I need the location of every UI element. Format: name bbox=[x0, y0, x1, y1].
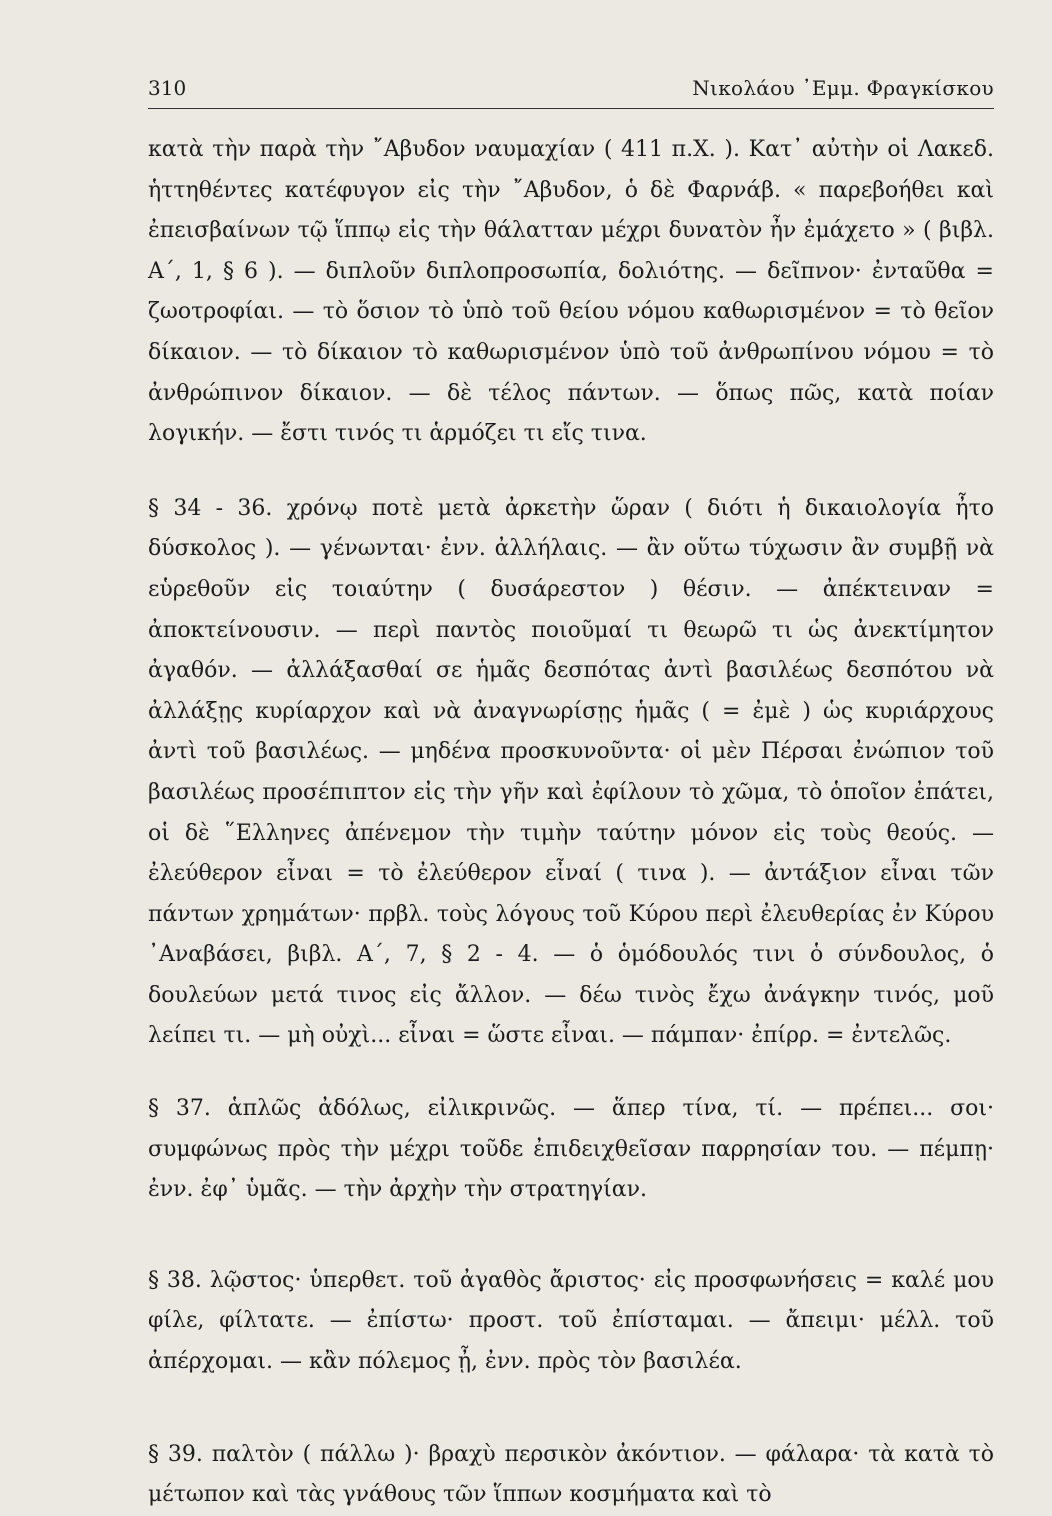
page-header bbox=[148, 72, 994, 106]
running-title: Νικολάου ᾿Εμμ. Φραγκίσκου bbox=[692, 76, 994, 100]
header-rule bbox=[148, 108, 994, 109]
paragraph-continuation: κατὰ τὴν παρὰ τὴν ῎Αβυδον ναυμαχίαν ( 411 π.Χ. ). Κατ᾿ αὐτὴν οἱ Λακεδ. ἡττηθέντες κατέφυγον εἰς τὴν ῎Αβυδον, ὁ δὲ Φαρνάβ. « παρεβοήθει καὶ ἐπεισβαίνων τῷ ἵππῳ εἰς τὴν θάλατταν μέχρι δυνατὸν ἦν ἐμάχετο » ( βιβλ. Α΄, 1, § 6 ). — διπλοῦν διπλοπροσωπία, δολιότης. — δεῖπνον· ἐνταῦθα = ζωοτροφίαι. — τὸ ὅσιον τὸ ὑπὸ τοῦ θείου νόμου καθωρισμένον = τὸ θεῖον δίκαιον. — τὸ δίκαιον τὸ καθωρισμένον ὑπὸ τοῦ ἀνθρωπίνου νόμου = τὸ ἀνθρώπινον δίκαιον. — δὲ τέλος πάντων. — ὅπως πῶς, κατὰ ποίαν λογικήν. — ἔστι τινός τι ἁρμόζει τι εἴς τινα. bbox=[148, 137, 1001, 447]
paragraph-section-37: § 37. ἁπλῶς ἀδόλως, εἰλικρινῶς. — ἅπερ τίνα, τί. — πρέπει... σοι· συμφώνως πρὸς τὴν μέχρι τοῦδε ἐπιδειχθεῖσαν παρρησίαν του. — πέμπῃ· ἐνν. ἐφ᾿ ὑμᾶς. — τὴν ἀρχὴν τὴν στρατηγίαν. bbox=[148, 1096, 1001, 1203]
commentary-body bbox=[148, 130, 1001, 1516]
paragraph-section-38: § 38. λῷστος· ὑπερθετ. τοῦ ἀγαθὸς ἄριστος· εἰς προσφωνήσεις = καλέ μου φίλε, φίλτατε. — ἐπίστω· προστ. τοῦ ἐπίσταμαι. — ἄπειμι· μέλλ. τοῦ ἀπέρχομαι. — κἂν πόλεμος ᾖ, ἐνν. πρὸς τὸν βασιλέα. bbox=[148, 1267, 1001, 1375]
paragraph-section-34-36: § 34 - 36. χρόνῳ ποτὲ μετὰ ἀρκετὴν ὥραν ( διότι ἡ δικαιολογία ἦτο δύσκολος ). — γένωνται· ἐνν. ἀλλήλαις. — ἂν οὕτω τύχωσιν ἂν συμβῇ νὰ εὑρεθοῦν εἰς τοιαύτην ( δυσάρεστον ) θέσιν. — ἀπέκτειναν = ἀποκτείνουσιν. — περὶ παντὸς ποιοῦμαί τι θεωρῶ τι ὡς ἀνεκτίμητον ἀγαθόν. — ἀλλάξασθαί σε ἡμᾶς δεσπότας ἀντὶ βασιλέως δεσπότου νὰ ἀλλάξῃς κυρίαρχον καὶ νὰ ἀναγνωρίσῃς ἡμᾶς ( = ἐμὲ ) ὡς κυριάρχους ἀντὶ τοῦ βασιλέως. — μηδένα προσκυνοῦντα· οἱ μὲν Πέρσαι ἐνώπιον τοῦ βασιλέως προσέπιπτον εἰς τὴν γῆν καὶ ἐφίλουν τὸ χῶμα, τὸ ὁποῖον ἐπάτει, οἱ δὲ ῞Ελληνες ἀπένεμον τὴν τιμὴν ταύτην μόνον εἰς τοὺς θεούς. — ἐλεύθερον εἶναι = τὸ ἐλεύθερον εἶναί ( τινα ). — ἀντάξιον εἶναι τῶν πάντων χρημάτων· πρβλ. τοὺς λόγους τοῦ Κύρου περὶ ἐλευθερίας ἐν Κύρου ᾿Αναβάσει, βιβλ. Α΄, 7, § 2 - 4. — ὁ ὁμόδουλός τινι ὁ σύνδουλος, ὁ δουλεύων μετά τινος εἰς ἄλλον. — δέω τινὸς ἔχω ἀνάγκην τινός, μοῦ λείπει τι. — μὴ οὐχὶ... εἶναι = ὥστε εἶναι. — πάμπαν· ἐπίρρ. = ἐντελῶς. bbox=[148, 495, 1001, 1049]
page-number: 310 bbox=[148, 76, 187, 100]
paragraph-section-39: § 39. παλτὸν ( πάλλω )· βραχὺ περσικὸν ἀκόντιον. — φάλαρα· τὰ κατὰ τὸ μέτωπον καὶ τὰς γνάθους τῶν ἵππων κοσμήματα καὶ τὸ bbox=[148, 1441, 1001, 1508]
